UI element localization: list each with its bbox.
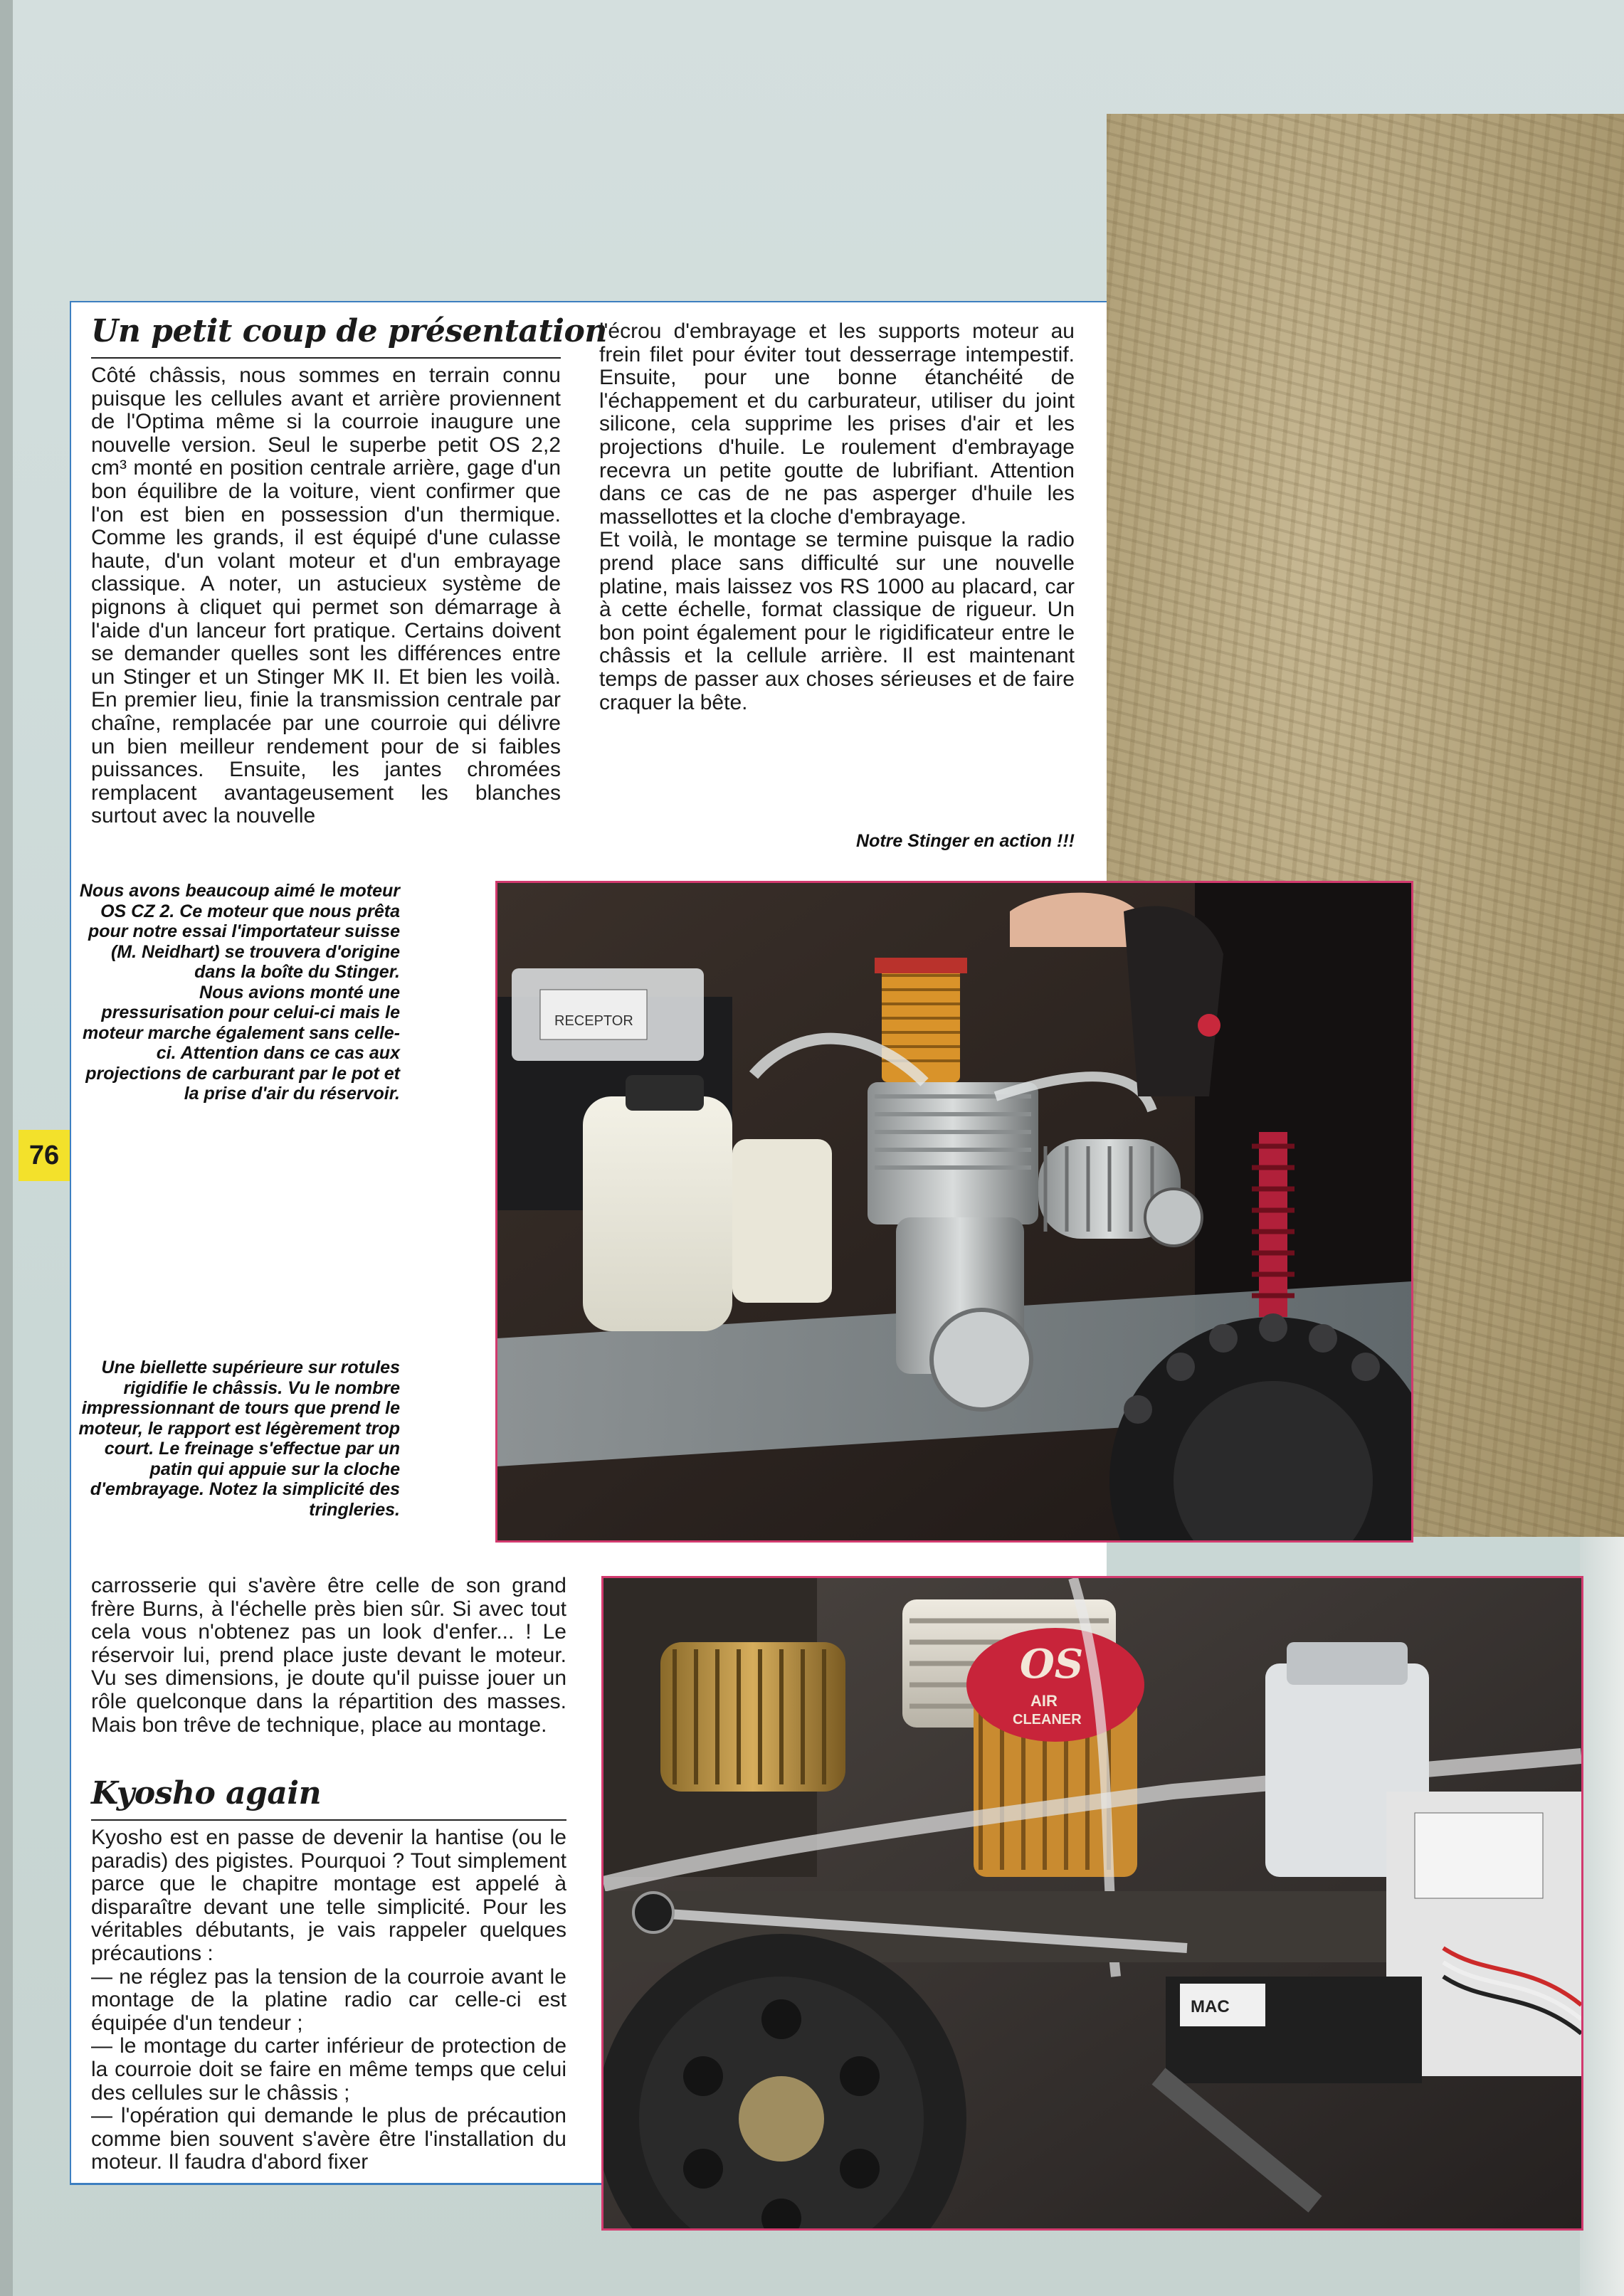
column-right-presentation [599, 320, 1075, 714]
paragraph: — l'opération qui demande le plus de précaution comme bien souvent s'avère être l'installation du moteur. Il faudra d'abord fixer [91, 2104, 566, 2174]
caption-biellette: Une biellette supérieure sur rotules rigidifie le châssis. Vu le nombre impressionnant de tours que prend le moteur, le rapport est légèrement trop court. Le freinage s'effectue par un patin qui appuie sur la cloche d'embrayage. Notez la simplicité des tringleries. [78, 1358, 400, 1520]
binding-gutter [0, 0, 13, 2296]
servo-label-mac: MAC [1191, 1997, 1230, 2016]
caption-paragraph: Nous avions monté une pressurisation pour celui-ci mais le moteur marche également sans celle-ci. Attention dans ce cas aux projections de carburant par le pot et la prise d'air du réservoir. [82, 982, 400, 1104]
paragraph: — ne réglez pas la tension de la courroie avant le montage de la platine radio car celle-ci est équipée d'un tendeur ; [91, 1964, 566, 2035]
page-edge [1580, 1537, 1624, 2296]
photo-label-receptor: RECEPTOR [554, 1013, 633, 1029]
photo-closeup-illustration [603, 1578, 1581, 2228]
section-title-kyosho: Kyosho again [91, 1775, 322, 1811]
paragraph: Kyosho est en passe de devenir la hantise (ou le paradis) des pigistes. Pourquoi ? Tout simplement parce que le chapitre montage est appelé à disparaître devant une telle simplicité. Pour les véritables débutants, je vais rappeler quelques précautions : [91, 1826, 566, 1965]
article-panel-bottom-border [70, 2183, 602, 2185]
paragraph: Et voilà, le montage se termine puisque la radio prend place sans difficulté sur une nouvelle platine, mais laissez vos RS 1000 au placard, car à cette échelle, format classique de rigueur. Un bon point également pour le rigidificateur entre le châssis et la cellule arrière. Il est maintenant temps de passer aux choses sérieuses et de faire craquer la bête. [599, 528, 1075, 714]
column-lower-continuation: carrosserie qui s'avère être celle de son grand frère Burns, à l'échelle près bien sûr. Si avec tout cela vous n'obtenez pas un look d'enfer... ! Le réservoir lui, prend place juste devant le moteur. Vu ses dimensions, je doute qu'il puisse jouer un rôle quelconque dans la répartition des masses. Mais bon trêve de technique, place au montage. [91, 1574, 566, 1737]
title-underline [91, 1819, 566, 1821]
page-number: 76 [19, 1130, 70, 1181]
paragraph: Côté châssis, nous sommes en terrain connu puisque les cellules avant et arrière proviennent de l'Optima même si la courroie inaugure une nouvelle version. Seul le superbe petit OS 2,2 cm³ monté en position centrale arrière, gage d'un bon équilibre de la voiture, vient confirmer que l'on est bien en possession d'un thermique. Comme les grands, il est équipé d'une culasse haute, d'un volant moteur et d'un embrayage classique. A noter, un astucieux système de pignons à cliquet qui permet son démarrage à l'aide d'un lanceur fort pratique. Certains doivent se demander quelles sont les différences entre un Stinger et un Stinger MK II. Et bien les voilà. En premier lieu, finie la transmission centrale par chaîne, remplacée par une courroie qui délivre un bien meilleur rendement pour de si faibles puissances. Ensuite, les jantes chromées remplacent avantageusement les blanches surtout avec la nouvelle [91, 364, 561, 828]
caption-engine [78, 881, 400, 1104]
photo-engine-chassis [495, 881, 1413, 1543]
column-left-presentation [91, 364, 561, 828]
filter-logo-os: OS [1020, 1641, 1084, 1688]
column-lower-kyosho [91, 1826, 566, 2174]
section-title-presentation: Un petit coup de présentation [91, 313, 607, 349]
paragraph: — le montage du carter inférieur de protection de la courroie doit se faire en même temps que celui des cellules sur le châssis ; [91, 2034, 566, 2105]
paragraph: l'écrou d'embrayage et les supports moteur au frein filet pour éviter tout desserrage intempestif. Ensuite, pour une bonne étanchéité de l'échappement et du carburateur, utiliser du joint silicone, cela supprime les prises d'air et les projections d'huile. Le roulement d'embrayage recevra un petite goutte de lubrifiant. Attention dans ce cas de ne pas asperger d'huile les massellottes et la cloche d'embrayage. [599, 319, 1075, 529]
title-underline [91, 357, 561, 359]
photo-engine-closeup [601, 1576, 1583, 2231]
caption-action: Notre Stinger en action !!! [856, 831, 1075, 851]
filter-logo-cleaner: CLEANER [1013, 1712, 1082, 1728]
caption-paragraph: Nous avons beaucoup aimé le moteur OS CZ 2. Ce moteur que nous prêta pour notre essai l'importateur suisse (M. Neidhart) se trouvera d'origine dans la boîte du Stinger. [79, 881, 400, 982]
filter-logo-air: AIR [1030, 1692, 1058, 1710]
photo-engine-illustration [497, 883, 1411, 1540]
